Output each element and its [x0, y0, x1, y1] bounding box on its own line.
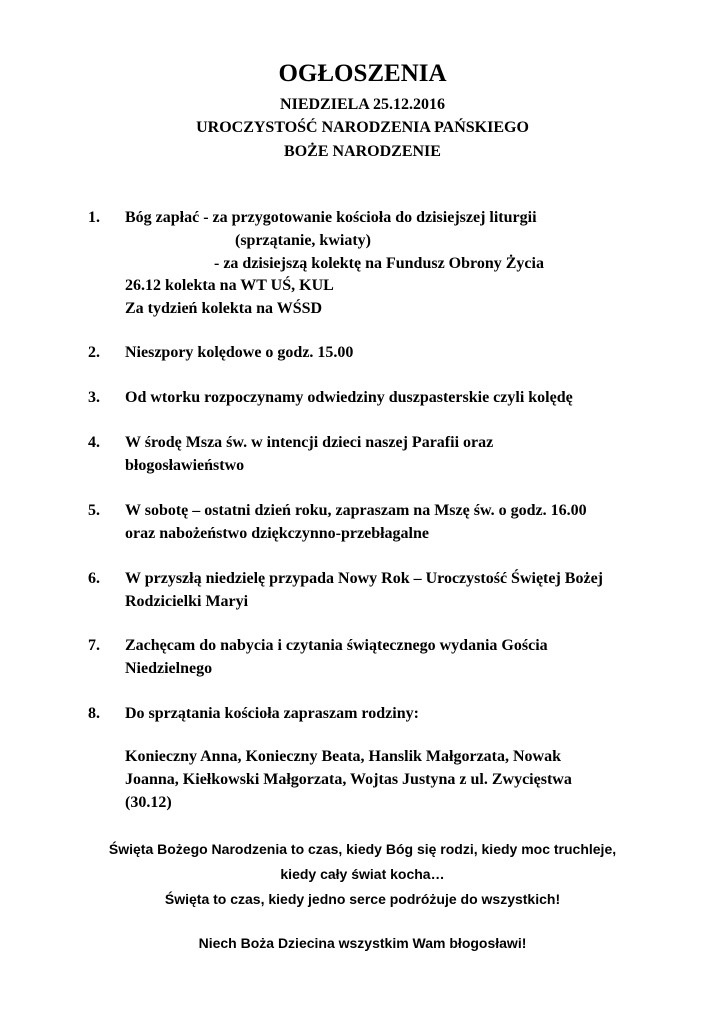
item-line: błogosławieństwo	[125, 457, 245, 474]
item-line: Za tydzień kolekta na WŚSD	[125, 300, 323, 317]
item-number: 6.	[88, 570, 100, 587]
item-line: Do sprzątania kościoła zapraszam rodziny:	[125, 705, 419, 722]
item-number: 3.	[88, 389, 100, 406]
item-line: Od wtorku rozpoczynamy odwiedziny duszpasterskie czyli kolędę	[125, 389, 573, 406]
greeting-line: Święta to czas, kiedy jedno serce podróżuje do wszystkich!	[164, 891, 561, 907]
family-list-line: Konieczny Anna, Konieczny Beata, Hanslik Małgorzata, Nowak	[125, 748, 561, 765]
item-line: (sprzątanie, kwiaty)	[235, 232, 371, 249]
item-number: 8.	[88, 705, 100, 722]
item-number: 4.	[88, 434, 100, 451]
page-title: OGŁOSZENIA	[278, 60, 447, 87]
feast-name-line: BOŻE NARODZENIE	[284, 143, 441, 160]
item-line: Zachęcam do nabycia i czytania świątecznego wydania Gościa	[125, 637, 548, 654]
greeting-line: kiedy cały świat kocha…	[280, 866, 445, 882]
item-number: 5.	[88, 502, 100, 519]
item-line: Nieszpory kolędowe o godz. 15.00	[125, 344, 354, 361]
item-number: 7.	[88, 637, 100, 654]
date-line: NIEDZIELA 25.12.2016	[280, 96, 445, 113]
item-number: 2.	[88, 344, 100, 361]
family-list-line: (30.12)	[125, 794, 172, 811]
item-line: - za dzisiejszą kolektę na Fundusz Obrony Życia	[214, 255, 544, 272]
item-line: W sobotę – ostatni dzień roku, zapraszam na Mszę św. o godz. 16.00	[125, 502, 587, 519]
greeting-line: Święta Bożego Narodzenia to czas, kiedy Bóg się rodzi, kiedy moc truchleje,	[108, 841, 617, 857]
blessing-line: Niech Boża Dziecina wszystkim Wam błogosławi!	[198, 935, 527, 951]
item-line: 26.12 kolekta na WT UŚ, KUL	[125, 277, 334, 294]
item-line: Rodzicielki Maryi	[125, 593, 249, 610]
item-line: oraz nabożeństwo dziękczynno-przebłagalne	[125, 525, 429, 542]
item-line: W przyszłą niedzielę przypada Nowy Rok – Uroczystość Świętej Bożej	[125, 570, 603, 587]
item-line: W środę Msza św. w intencji dzieci naszej Parafii oraz	[125, 434, 494, 451]
feast-line: UROCZYSTOŚĆ NARODZENIA PAŃSKIEGO	[196, 119, 529, 136]
item-number: 1.	[88, 209, 100, 226]
item-line: Niedzielnego	[125, 660, 213, 677]
family-list-line: Joanna, Kiełkowski Małgorzata, Wojtas Justyna z ul. Zwycięstwa	[125, 771, 572, 788]
item-line: Bóg zapłać - za przygotowanie kościoła do dzisiejszej liturgii	[125, 209, 537, 226]
